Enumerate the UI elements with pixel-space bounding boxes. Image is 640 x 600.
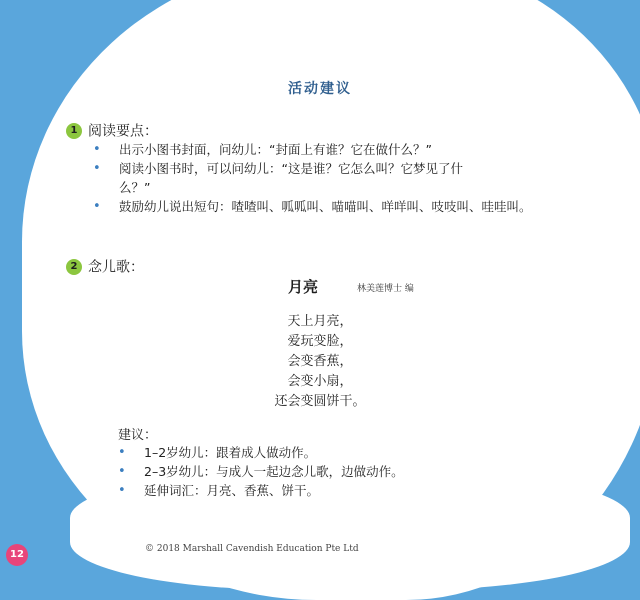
list-item: • 鼓励幼儿说出短句：喳喳叫、呱呱叫、喵喵叫、咩咩叫、吱吱叫、哇哇叫。 (93, 197, 563, 216)
section-reading-points (66, 120, 158, 141)
list-item: • 出示小图书封面，问幼儿：“封面上有谁？它在做什么？” (93, 140, 563, 159)
section-heading: 阅读要点： (88, 123, 158, 140)
list-item: • 延伸词汇：月亮、香蕉、饼干。 (118, 481, 558, 500)
poem-title: 月亮 (288, 278, 319, 296)
list-item: • 阅读小图书时，可以问幼儿：“这是谁？它怎么叫？它梦见了什么？” (93, 159, 469, 197)
poem-line: 还会变圆饼干。 (274, 394, 366, 409)
section-heading: 念儿歌： (88, 259, 144, 276)
copyright-text: © 2018 Marshall Cavendish Education Pte Ltd (145, 544, 359, 554)
poem-body (240, 312, 400, 412)
suggestions-label: 建议： (118, 428, 158, 443)
poem-author: 林美莲博士 编 (357, 284, 414, 294)
poem-line: 爱玩变脸， (287, 334, 353, 349)
section-number-badge: 1 (66, 123, 82, 139)
page-title: 活动建议 (288, 81, 352, 97)
poem-line: 会变小扇， (287, 374, 353, 389)
page-number-badge: 12 (6, 544, 28, 566)
poem-line: 天上月亮， (287, 314, 353, 329)
poem-line: 会变香蕉， (287, 354, 353, 369)
section-nursery-rhyme (66, 256, 144, 277)
list-item: • 1–2岁幼儿：跟着成人做动作。 (118, 443, 558, 462)
list-item: • 2–3岁幼儿：与成人一起边念儿歌，边做动作。 (118, 462, 558, 481)
section-number-badge: 2 (66, 259, 82, 275)
suggestions-list (118, 443, 558, 500)
reading-points-list (93, 140, 563, 216)
